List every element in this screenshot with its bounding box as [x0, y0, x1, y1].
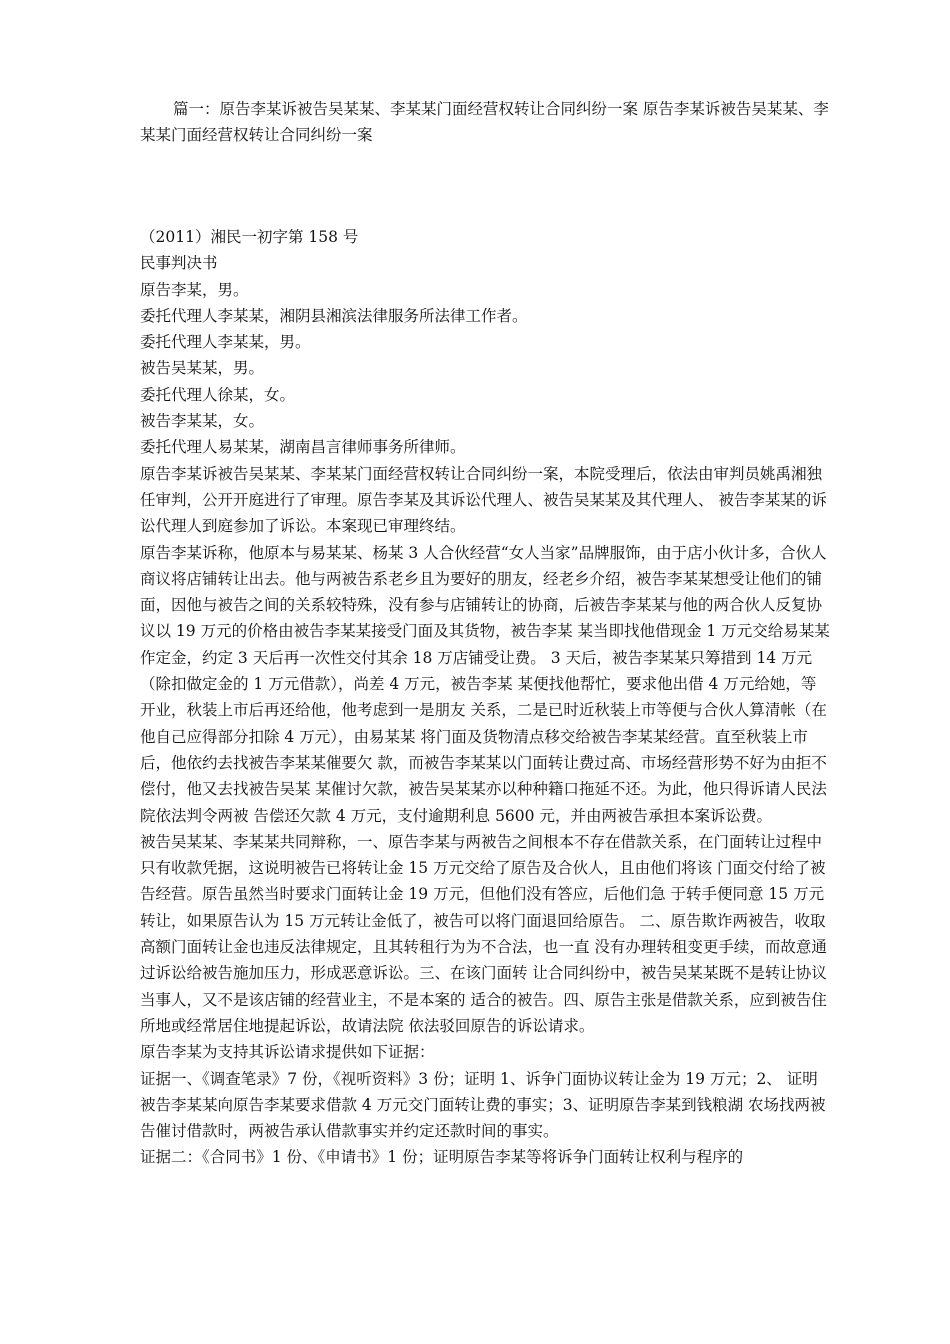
defendant-2: 被告李某某，女。: [140, 412, 265, 431]
defense-paragraph: 被告吴某某、李某某共同辩称，一、原告李某与两被告之间根本不存在借款关系，在门面转让过程中只有收款凭据，这说明被告已将转让金 15 万元交给了原告及合伙人，且由他们将该 门面交付给了被告经营。原告虽然当时要求门面转让金 19 万元，但他们没有答应，后他们急 于转手便同意 15 万元转让，如果原告认为 15 万元转让金低了，被告可以将门面退回给原告。 二、原告欺诈两被告，收取高额门面转让金也违反法律规定，且其转租行为为不合法，也一直 没有办理转租变更手续，而故意通过诉讼给被告施加压力，形成恶意诉讼。三、在该门面转 让合同纠纷中，被告吴某某既不是转让协议当事人，又不是该店铺的经营业主，不是本案的 适合的被告。四、原告主张是借款关系，应到被告住所地或经常居住地提起诉讼，故请法院 依法驳回原告的诉讼请求。: [140, 832, 827, 1035]
defendant-1: 被告吴某某，男。: [140, 359, 265, 378]
plaintiff-agent-1: 委托代理人李某某，湘阴县湘滨法律服务所法律工作者。: [140, 306, 528, 325]
document-type: 民事判决书: [140, 254, 218, 273]
defendant-2-agent: 委托代理人易某某，湖南昌言律师事务所律师。: [140, 438, 466, 457]
case-number: （2011）湘民一初字第 158 号: [140, 228, 359, 246]
defendant-1-agent: 委托代理人徐某，女。: [140, 385, 296, 404]
document-title: 篇一：原告李某诉被告吴某某、李某某门面经营权转让合同纠纷一案 原告李某诉被告吴某某、李某某门面经营权转让合同纠纷一案: [140, 100, 829, 144]
evidence-intro: 原告李某为支持其诉讼请求提供如下证据：: [140, 1043, 435, 1062]
plaintiff-agent-2: 委托代理人李某某，男。: [140, 333, 311, 352]
evidence-2: 证据二：《合同书》1 份、《申请书》1 份；证明原告李某等将诉争门面转让权利与程序的: [140, 1148, 744, 1167]
plaintiff: 原告李某，男。: [140, 280, 249, 299]
plaintiff-claim-paragraph: 原告李某诉称，他原本与易某某、杨某 3 人合伙经营“女人当家”品牌服饰，由于店小伙计多，合伙人商议将店铺转让出去。他与两被告系老乡且为要好的朋友，经老乡介绍，被告李某某想受让他们的铺面，因他与被告之间的关系较特殊，没有参与店铺转让的协商，后被告李某某与他的两合伙人反复协议以 19 万元的价格由被告李某某接受门面及其货物，被告李某 某当即找他借现金 1 万元交给易某某作定金，约定 3 天后再一次性交付其余 18 万店铺受让费。 3 天后，被告李某某只筹措到 14 万元（除扣做定金的 1 万元借款），尚差 4 万元，被告李某 某便找他帮忙，要求他出借 4 万元给她，等开业，秋装上市后再还给他，他考虑到一是朋友 关系，二是已时近秋装上市等便与合伙人算清帐（在他自己应得部分扣除 4 万元），由易某某 将门面及货物清点移交给被告李某某经营。直至秋装上市后，他依约去找被告李某某催要欠 款，而被告李某某以门面转让费过高、市场经营形势不好为由拒不偿付，他又去找被告吴某 某催讨欠款，被告吴某某亦以种种籍口拖延不还。为此，他只得诉请人民法院依法判令两被 告偿还欠款 4 万元，支付逾期利息 5600 元，并由两被告承担本案诉讼费。: [140, 543, 830, 825]
case-summary-paragraph: 原告李某诉被告吴某某、李某某门面经营权转让合同纠纷一案，本院受理后，依法由审判员姚禹湘独任审判，公开开庭进行了审理。原告李某及其诉讼代理人、被告吴某某及其代理人、 被告李某某的诉讼代理人到庭参加了诉讼。本案现已审理终结。: [140, 464, 827, 536]
evidence-1: 证据一、《调查笔录》7 份，《视听资料》3 份；证明 1、诉争门面协议转让金为 19 万元；2、 证明被告李某某向原告李某要求借款 4 万元交门面转让费的事实；3、证明原告李某到钱粮湖 农场找两被告催讨借款时，两被告承认借款事实并约定还款时间的事实。: [140, 1069, 826, 1141]
document-body: [140, 224, 830, 1171]
